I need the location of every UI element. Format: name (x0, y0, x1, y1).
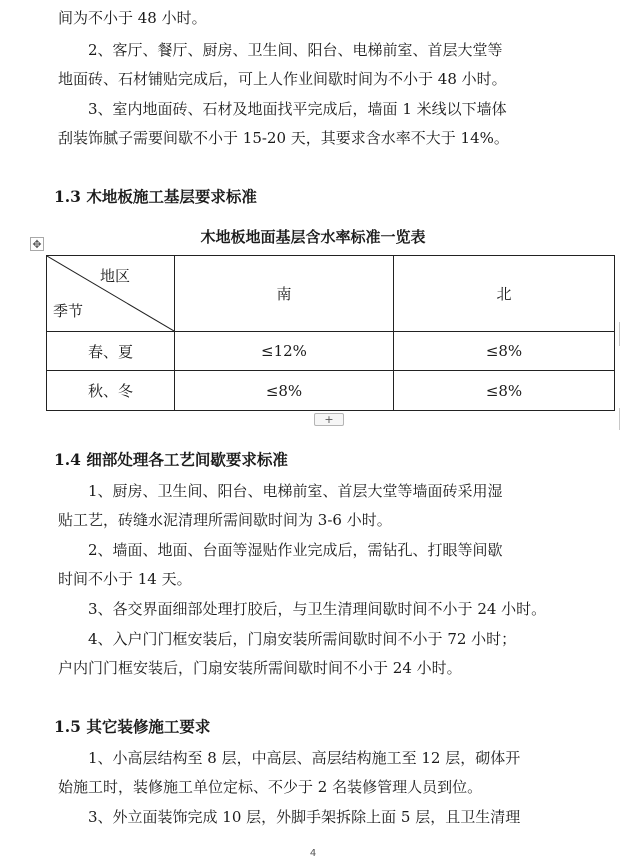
page-number: 4 (309, 848, 317, 859)
paragraph-line: 间为不小于 48 小时。 (58, 9, 207, 27)
north-value-cell: ≤8% (394, 371, 615, 411)
add-row-button[interactable]: + (314, 413, 344, 426)
header-south: 南 (175, 256, 394, 332)
table-resize-marker[interactable] (619, 322, 626, 346)
paragraph-line: 始施工时，装修施工单位定标、不少于 2 名装修管理人员到位。 (58, 778, 483, 796)
paragraph-line: 1、厨房、卫生间、阳台、电梯前室、首层大堂等墙面砖采用湿 (88, 482, 503, 500)
paragraph-line: 3、室内地面砖、石材及地面找平完成后，墙面 1 米线以下墙体 (88, 100, 507, 118)
paragraph-line: 地面砖、石材铺贴完成后，可上人作业间歇时间为不小于 48 小时。 (58, 70, 507, 88)
paragraph-line: 4、入户门门框安装后，门扇安装所需间歇时间不小于 72 小时； (88, 630, 517, 648)
section-heading: 1.5 其它装修施工要求 (54, 717, 211, 736)
moisture-table (46, 255, 615, 411)
paragraph-line: 2、客厅、餐厅、厨房、卫生间、阳台、电梯前室、首层大堂等 (88, 41, 503, 59)
paragraph-line: 贴工艺，砖缝水泥清理所需间歇时间为 3-6 小时。 (58, 511, 392, 529)
paragraph-line: 刮装饰腻子需要间歇不小于 15-20 天，其要求含水率不大于 14%。 (58, 129, 509, 147)
season-cell: 春、夏 (47, 332, 175, 371)
table-caption: 木地板地面基层含水率标准一览表 (200, 228, 426, 246)
north-value-cell: ≤8% (394, 332, 615, 371)
section-heading: 1.3 木地板施工基层要求标准 (54, 187, 257, 206)
paragraph-line: 3、各交界面细部处理打胶后，与卫生清理间歇时间不小于 24 小时。 (88, 600, 547, 618)
table-move-handle-icon[interactable]: ✥ (30, 237, 44, 251)
south-value-cell: ≤12% (175, 332, 394, 371)
table-resize-marker[interactable] (619, 408, 626, 430)
diagonal-header-cell (47, 256, 175, 332)
paragraph-line: 户内门门框安装后，门扇安装所需间歇时间不小于 24 小时。 (58, 659, 462, 677)
section-heading: 1.4 细部处理各工艺间歇要求标准 (54, 450, 288, 469)
table-row (47, 371, 615, 411)
south-value-cell: ≤8% (175, 371, 394, 411)
paragraph-line: 时间不小于 14 天。 (58, 570, 192, 588)
season-cell: 秋、冬 (47, 371, 175, 411)
table-header-row (47, 256, 615, 332)
table-row (47, 332, 615, 371)
header-region-label: 地区 (99, 267, 130, 285)
header-season-label: 季节 (53, 302, 84, 320)
paragraph-line: 3、外立面装饰完成 10 层，外脚手架拆除上面 5 层，且卫生清理 (88, 808, 521, 826)
paragraph-line: 2、墙面、地面、台面等湿贴作业完成后，需钻孔、打眼等间歇 (88, 541, 503, 559)
header-north: 北 (394, 256, 615, 332)
paragraph-line: 1、小高层结构至 8 层，中高层、高层结构施工至 12 层，砌体开 (88, 749, 521, 767)
